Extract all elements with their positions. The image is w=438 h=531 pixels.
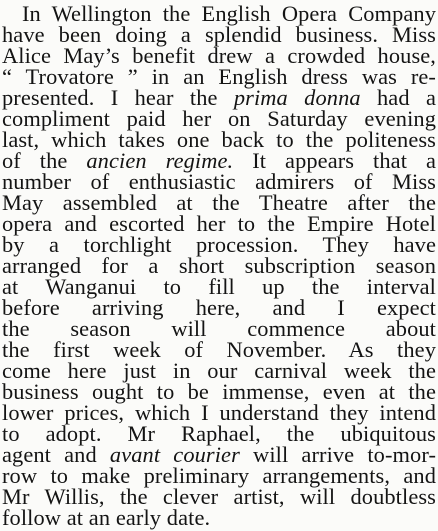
- italic-phrase: avant courier: [109, 442, 240, 467]
- text-line: number of enthusiastic admirers of Miss: [2, 169, 436, 194]
- text-line: last, which takes one back to the politeness: [2, 127, 436, 152]
- text-line: lower prices, which I understand they intend: [2, 400, 436, 425]
- text-segment: presented. I hear the: [2, 85, 234, 110]
- text-line: the season will commence about: [2, 316, 436, 341]
- italic-phrase: prima donna: [233, 85, 361, 110]
- text-line: opera and escorted her to the Empire Hotel: [2, 211, 436, 236]
- italic-phrase: ancien regime.: [86, 148, 234, 173]
- text-line: arranged for a short subscription season: [2, 253, 436, 278]
- text-line: have been doing a splendid business. Miss: [2, 22, 436, 47]
- text-line: at Wanganui to fill up the interval: [2, 274, 436, 299]
- text-segment: had a: [360, 85, 437, 110]
- text-line: In Wellington the English Opera Company: [22, 1, 436, 26]
- text-segment: of the: [2, 148, 87, 173]
- text-line: by a torchlight procession. They have: [2, 232, 436, 257]
- text-line: Alice May’s benefit drew a crowded house,: [2, 43, 436, 68]
- text-line: follow at an early date.: [2, 505, 211, 530]
- text-line: May assembled at the Theatre after the: [2, 190, 436, 215]
- text-line: business ought to be immense, even at the: [2, 379, 436, 404]
- text-line: “ Trovatore ” in an English dress was re-: [2, 64, 436, 89]
- text-line: the first week of November. As they: [2, 337, 436, 362]
- text-line: to adopt. Mr Raphael, the ubiquitous: [2, 421, 436, 446]
- text-segment: agent and: [2, 442, 110, 467]
- text-line: row to make preliminary arrangements, and: [2, 463, 436, 488]
- text-line: compliment paid her on Saturday evening: [2, 106, 436, 131]
- text-line: Mr Willis, the clever artist, will doubtless: [2, 484, 436, 509]
- text-segment: will arrive to-mor-: [239, 442, 437, 467]
- text-line: before arriving here, and I expect: [2, 295, 436, 320]
- text-segment: It appears that a: [233, 148, 436, 173]
- text-line: come here just in our carnival week the: [2, 358, 436, 383]
